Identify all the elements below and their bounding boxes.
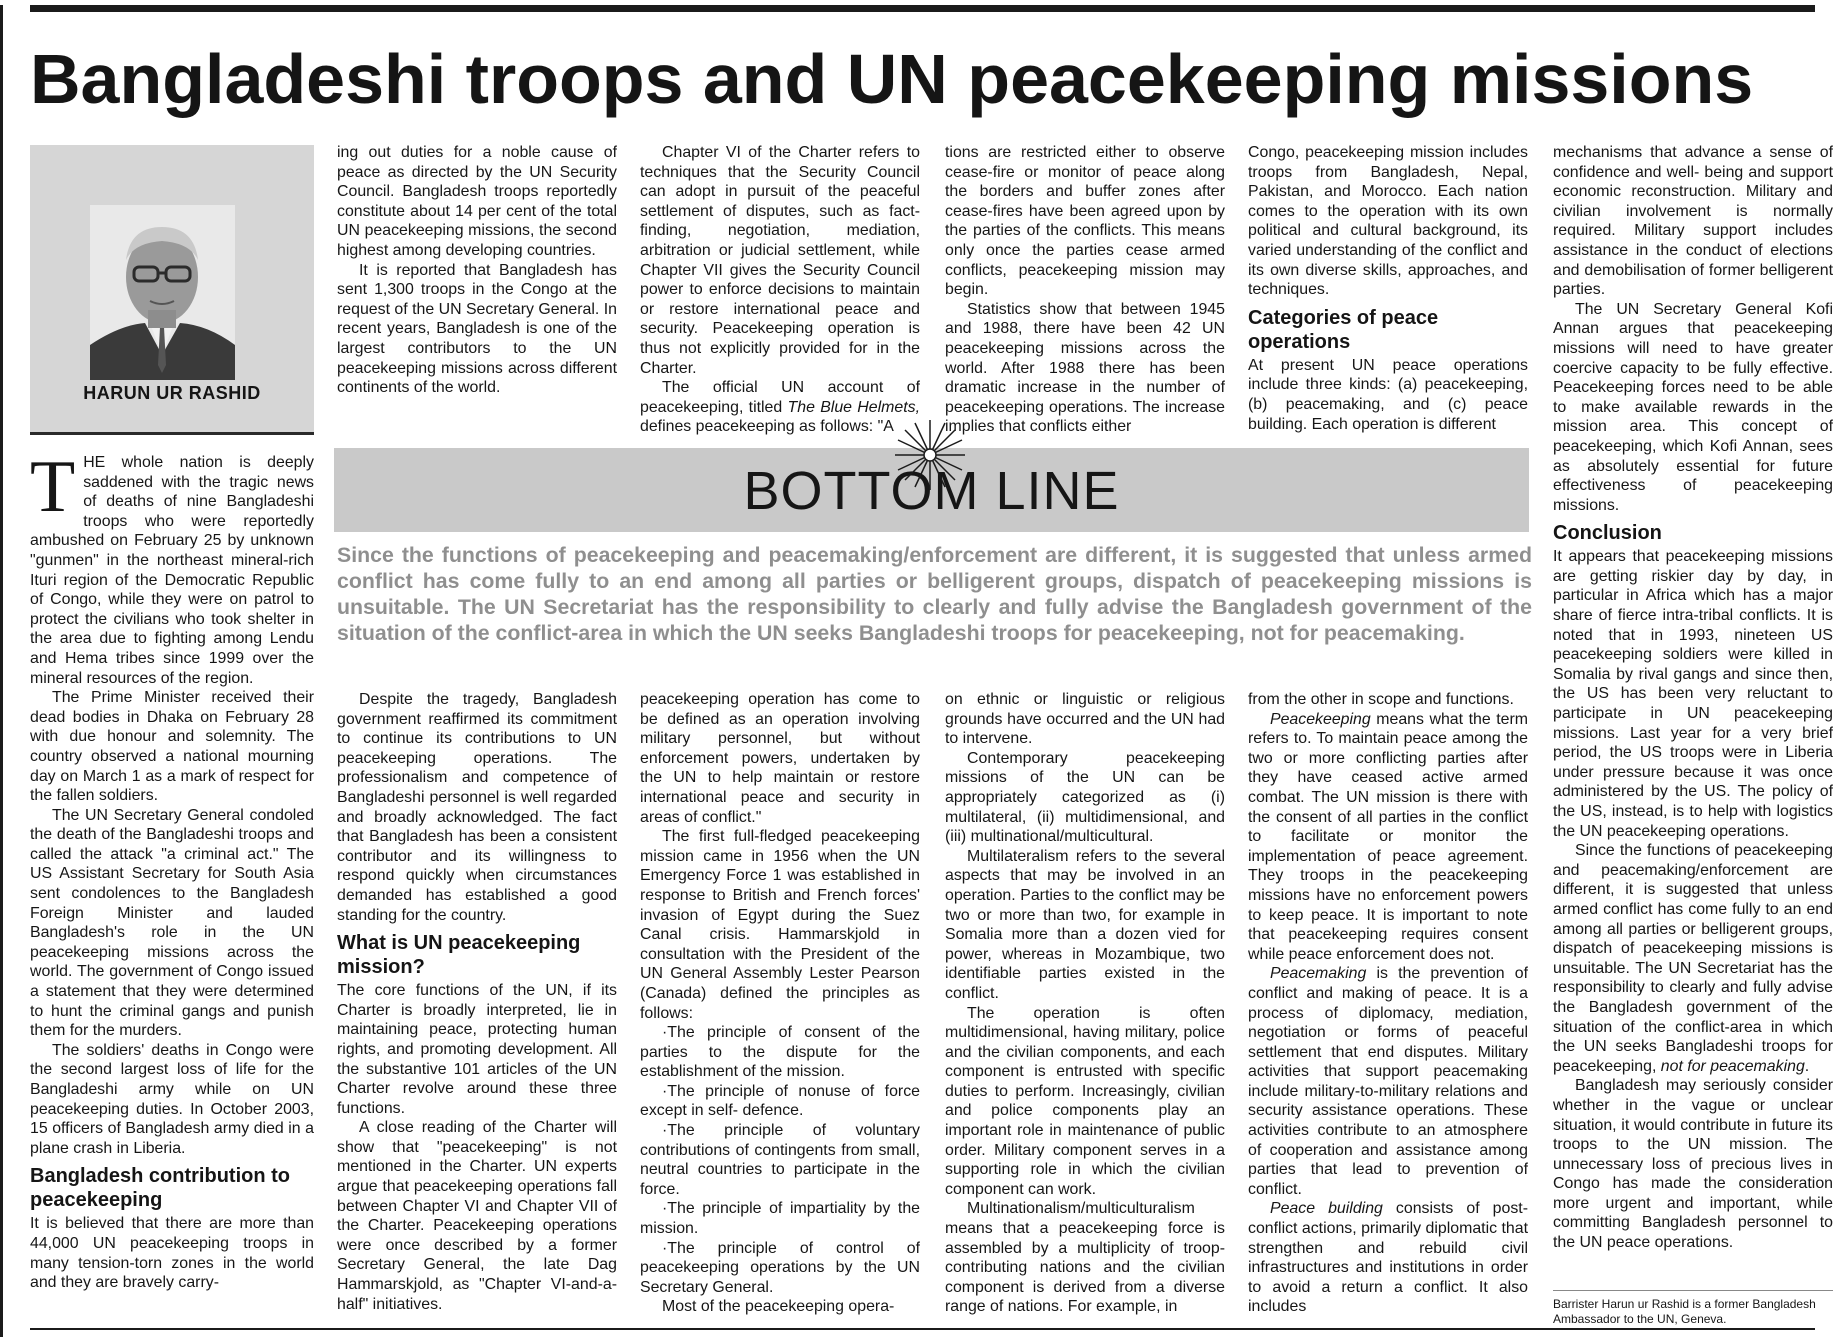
col4-bottom-paragraph-4: The operation is often multidimensional, having military, police and the civilian components, and each component is entrusted with specific duties to perform. Increasingly, civilian and police components play an important role in maintenance of public order. Military component serves in a supporting role in which the civilian component can work. [945,1004,1225,1198]
col3-bottom-principle-3: ·The principle of voluntary contributions of contingents from small, neutral countries to participate in the force. [640,1122,920,1198]
subhead-categories: Categories of peace operations [1248,306,1439,353]
column-2-top [337,143,617,419]
col4-bottom-paragraph-1: on ethnic or linguistic or religious grounds have occurred and the UN had to intervene. [945,691,1225,748]
col3-top-paragraph-1: Chapter VI of the Charter refers to techniques that the Security Council can adopt in pursuit of the peaceful settlement of disputes, such as fact-finding, negotiation, mediation, arbitration or judicial settlement, while Chapter VII gives the Security Council power to enforce decisions to maintain or restore international peace and security. Peacekeeping operation is thus not explicitly provided for in the Charter. [640,144,920,377]
footnote-rule [1553,1290,1833,1291]
col4-bottom-paragraph-5: Multinationalism/multiculturalism means that a peacekeeping force is assembled by a multiplicity of troop-contributing nations and the civilian component is derived from a diverse range of nations. For example, in [945,1200,1225,1316]
column-1 [30,453,314,1325]
bottom-line-title: BOTTOM LINE [743,461,1120,521]
col4-top-paragraph-1: tions are restricted either to observe cease-fire or monitor of peace along the borders and buffer zones after cease-fires have been agreed upon by the parties of the conflicts. This means only once the parties cease armed conflicts, peacekeeping mission may begin. [945,144,1225,299]
subhead-what-is-peacekeeping: What is UN peacekeeping mission? [337,932,581,979]
col1-paragraph-2: The Prime Minister received their dead bodies in Dhaka on February 28 with due honour and solemnity. The country observed a national mourning day on March 1 as a mark of respect for the fallen soldiers. [30,689,314,805]
col2-bottom-paragraph-3: A close reading of the Charter will show that "peacekeeping" is not mentioned in the Charter. UN experts argue that peacekeeping operations fall between Chapter VI and Chapter VII of the Charter. Peacekeeping operations were once described by a former Secretary General, the late Dag Hammarskjold, as "Chapter VI-and-a-half" initiatives. [337,1119,617,1313]
author-portrait-icon [90,205,235,380]
blue-helmets-title: The Blue Helmets, [787,398,920,416]
byline: HARUN UR RASHID [83,383,261,403]
col4-top-paragraph-2: Statistics show that between 1945 and 1988, there have been 42 UN peacekeeping missions across the world. After 1988 there has been dramatic increase in the number of peacekeeping operations. The increase implies that conflicts either [945,300,1225,436]
col1-paragraph-4: The soldiers' deaths in Congo were the second largest loss of life for the Bangladeshi army while on UN peacekeeping duties. In October 2003, 15 officers of Bangladesh army died in a plane crash in Liberia. [30,1041,314,1157]
col6-paragraph-5: Bangladesh may seriously consider whether in the vague or unclear situation, it would contribute in future its troops to the UN mission. The unnecessary loss of precious lives in Congo has made the consideration more urgent and important, while committing Bangladesh personnel to the UN peace operations. [1553,1077,1833,1252]
col1-paragraph-1: HE whole nation is deeply saddened with the tragic news of deaths of nine Bangladeshi troops who were reportedly ambushed on February 25 by unknown "gunmen" in the northeast mineral-rich Ituri region of the Democratic Republic of Congo, while they were on patrol to protect the civilians who took shelter in the area due to fighting among Lendu and Hema tribes since 1999 over the mineral resources of the region. [30,454,314,687]
col2-top-paragraph-1: ing out duties for a noble cause of peace as directed by the UN Security Council. Bangladesh troops reportedly constitute about 14 per cent of the total UN peacekeeping missions, the second highest among developing countries. [337,144,617,259]
column-4-bottom [945,690,1225,1326]
col6-paragraph-4: Since the functions of peacekeeping and peacemaking/enforcement are different, it is suggested that unless armed conflict has come fully to an end among all parties or belligerent groups, dispatch of peacekeeping missions is unsuitable. The UN Secretariat has the responsibility to clearly and fully advise the Bangladesh government of the situation of the conflict-area in which the UN seeks Bangladeshi troops for peacekeeping, not for peacemaking. [1553,842,1833,1075]
headline: Bangladeshi troops and UN peacekeeping missions [30,40,1754,118]
col1-paragraph-5: It is believed that there are more than 44,000 UN peacekeeping troops in many tension-torn zones in the world and they are bravely carry- [30,1215,314,1292]
author-photo-panel [30,145,314,435]
author-photo [90,205,235,380]
col3-bottom-principle-4: ·The principle of impartiality by the mission. [640,1200,920,1238]
column-3-top [640,143,920,439]
col4-bottom-paragraph-2: Contemporary peacekeeping missions of the UN can be appropriately categorized as (i) multilateral, (ii) multidimensional, and (iii) multinational/multicultural. [945,749,1225,846]
column-2-bottom [337,690,617,1326]
col5-bottom-paragraph-2: Peacekeeping means what the term refers to. To maintain peace among the two or more conflicting parties after they have ceased active armed combat. The UN mission is there with the consent of all parties in the conflict to facilitate or monitor the implementation of peace agreement. They troops in the peacekeeping missions have no enforcement powers to keep peace. It is important to note that peacekeeping requires consent while peace enforcement does not. [1248,710,1528,963]
column-5-top [1248,143,1528,439]
col1-paragraph-3: The UN Secretary General condoled the death of the Bangladeshi troops and called the attack "a criminal act." The US Assistant Secretary for South Asia sent condolences to the Bangladesh Foreign Minister and lauded Bangladesh's role in the UN peacekeeping missions across the world. The government of Congo issued a statement that they were determined to hunt the criminal gangs and punish them for the murders. [30,806,314,1040]
drop-cap: T [30,453,76,528]
col3-bottom-principle-2: ·The principle of nonuse of force except in self- defence. [640,1082,920,1120]
col5-bottom-paragraph-4: Peace building consists of post-conflict actions, primarily diplomatic that strengthen and rebuild civil infrastructures and institutions in order to avoid a return a conflict. It also includes [1248,1200,1528,1316]
col2-top-paragraph-2: It is reported that Bangladesh has sent 1,300 troops in the Congo at the request of the UN Secretary General. In recent years, Bangladesh is one of the largest contributors to the UN peacekeeping missions across different continents of the world. [337,261,617,397]
col2-bottom-paragraph-2: The core functions of the UN, if its Charter is broadly interpreted, lie in maintaining peace, protecting human rights, and promoting development. All the substantive 101 articles of the UN Charter revolve around these three functions. [337,982,617,1117]
col3-bottom-principle-5: ·The principle of control of peacekeeping operations by the UN Secretary General. [640,1239,920,1296]
author-footnote: Barrister Harun ur Rashid is a former Bangladesh Ambassador to the UN, Geneva. [1553,1297,1816,1326]
top-rule [30,5,1815,12]
left-rule [0,5,3,1337]
col6-paragraph-1: mechanisms that advance a sense of confidence and well- being and support economic reconstruction. Military and civilian involvement is normally required. Military support includes assistance in the conduct of elections and demobilisation of former belligerent parties. [1553,144,1833,299]
col6-paragraph-2: The UN Secretary General Kofi Annan argues that peacekeeping missions will need to have greater coercive capacity to be fully effective. Peacekeeping forces need to be able to make available rewards in the mission area. This concept of peacekeeping, which Kofi Annan, sees as absolutely essential for future effectiveness of peacekeeping missions. [1553,300,1833,514]
bottom-line-text: Since the functions of peacekeeping and peacemaking/enforcement are different, it is suggested that unless armed conflict has come fully to an end among all parties or belligerent groups, dispatch of peacekeeping missions is unsuitable. The UN Secretariat has the responsibility to clearly and fully advise the Bangladesh government of the situation of the conflict-area in which the UN seeks Bangladeshi troops for peacekeeping, not for peacemaking. [337,543,1532,645]
subhead-conclusion: Conclusion [1553,522,1662,545]
col3-bottom-paragraph-8: Most of the peacekeeping opera- [662,1298,895,1316]
col3-bottom-principle-1: ·The principle of consent of the parties to the dispute for the establishment of the mission. [640,1024,920,1081]
col5-top-paragraph-2: At present UN peace operations include three kinds: (a) peacekeeping, (b) peacemaking, and (c) peace building. Each operation is different [1248,356,1528,433]
col6-paragraph-3: It appears that peacekeeping missions are getting riskier day by day, in particular in Africa which has a major share of fierce intra-tribal conflicts. It is noted that in 1993, nineteen US peacekeeping soldiers were killed in Somalia by rival gangs and since then, the US has been very reluctant to participate in UN peacekeeping missions. Last year for a very brief period, the US troops were in Liberia under pressure because it was once administered by the US. The policy of the US, instead, is to help with logistics the UN peacekeeping operations. [1553,548,1833,840]
col5-bottom-paragraph-1: from the other in scope and functions. [1248,691,1514,708]
bottom-rule [30,1328,1815,1330]
column-3-bottom [640,690,920,1326]
column-6 [1553,143,1833,1283]
starburst-icon [895,420,965,490]
col2-bottom-paragraph-1: Despite the tragedy, Bangladesh government reaffirmed its commitment to continue its contributions to UN peacekeeping operations. The professionalism and competence of Bangladeshi personnel is well regarded and broadly acknowledged. The fact that Bangladesh has been a consistent contributor and its willingness to respond quickly when circumstances demanded has established a good standing for the country. [337,691,617,924]
col3-bottom-paragraph-2: The first full-fledged peacekeeping mission came in 1956 when the UN Emergency Force 1 was established in response to British and French forces' invasion of Egypt during the Suez Canal crisis. Hammarskjold in consultation with the President of the UN General Assembly Lester Pearson (Canada) defined the principles as follows: [640,828,920,1022]
column-4-top [945,143,1225,439]
column-5-bottom [1248,690,1528,1326]
col4-bottom-paragraph-3: Multilateralism refers to the several aspects that may be involved in an operation. Parties to the conflict may be two or more than two, for example in Somalia more than a dozen vied for power, whereas in Mozambique, two identifiable parties existed in the conflict. [945,847,1225,1002]
subhead-bangladesh-contribution: Bangladesh contribution to peacekeeping [30,1165,290,1212]
col3-bottom-paragraph-1: peacekeeping operation has come to be defined as an operation involving military personnel, but without enforcement powers, undertaken by the UN to help maintain or restore international peace and security in areas of conflict." [640,691,920,826]
col5-bottom-paragraph-3: Peacemaking is the prevention of conflict and making of peace. It is a process of diplomacy, mediation, negotiation or forms of peaceful settlement that end disputes. Military activities that support peacemaking include military-to-military relations and security assistance operations. These activities contribute to an atmosphere of cooperation and assistance among parties that lead to prevention of conflict. [1248,965,1528,1198]
col5-top-paragraph-1: Congo, peacekeeping mission includes troops from Bangladesh, Nepal, Pakistan, and Morocco. Each nation comes to the operation with its own political and cultural background, its varied understanding of the conflict and its own diverse skills, approaches, and techniques. [1248,144,1528,299]
col3-top-paragraph-2: The official UN account of peacekeeping, titled The Blue Helmets, defines peacekeeping as follows: "A [640,379,920,436]
